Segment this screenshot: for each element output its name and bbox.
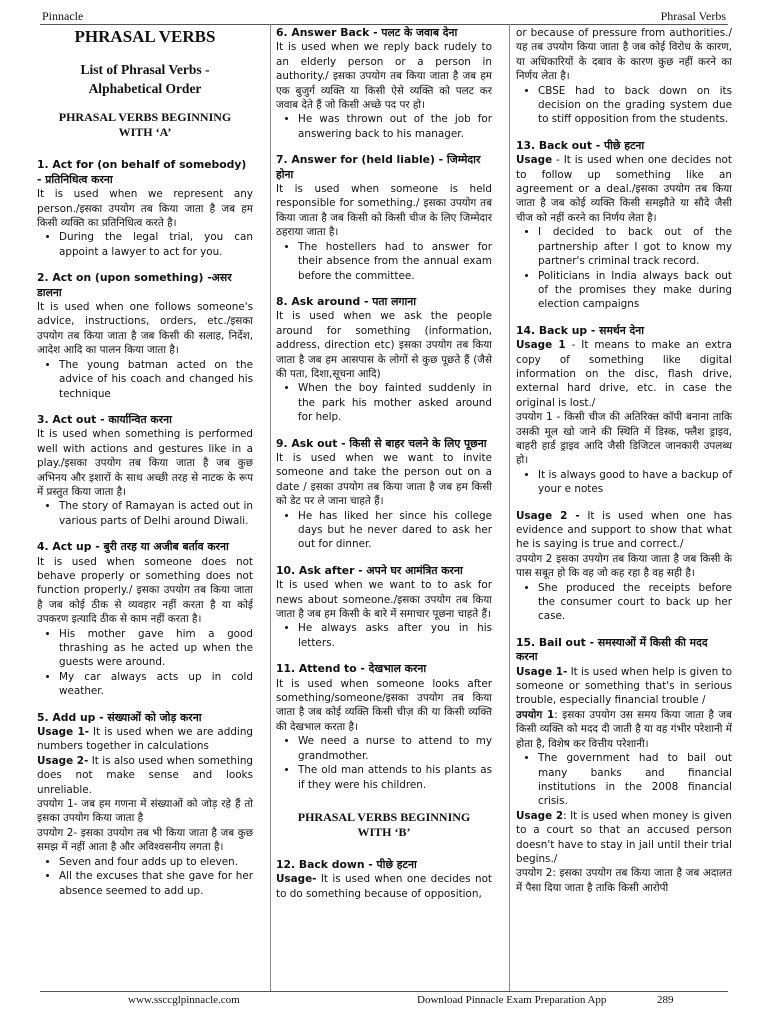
example-item: • She produced the receipts before the consumer court to back up her case. <box>538 581 732 624</box>
hindi-usage-1: उपयोग 1 - किसी चीज की अतिरिक्त कॉपी बनाना ताकि उसकी मूल खो जाने की स्थिति में डिस्क, फ्लैश ड्राइव, बाहरी हार्ड ड्राइव आदि जैसी डिजिटल जानकारी उपलब्ध हो। <box>516 411 732 467</box>
usage-text: - It is used when one decides not to follow up something like an agreement or a deal./इसका उपयोग तब किया जाता है जब कोई व्यक्ति किसी समझौते या सौदे जैसी चीज को नहीं करने का निर्णय लेता है। <box>516 154 732 224</box>
example-item: • His mother gave him a good thrashing as he acted up when the guests were around. <box>59 627 253 670</box>
example-item: • My car always acts up in cold weather. <box>59 670 253 699</box>
usage-1 <box>516 665 732 708</box>
entry-text: It is used when someone looks after something/someone/इसका उपयोग तब किया जाता है जब कोई व्यक्ति किसी चीज़ की या किसी व्यक्ति की देखभाल करता है। <box>276 677 492 733</box>
entry-add-up <box>37 711 253 898</box>
entry-title: 14. Back up - समर्थन देना <box>516 323 645 337</box>
entry-act-up <box>37 540 253 698</box>
example-item: • He has liked her since his college days but he never dared to ask her out for dinner. <box>298 509 492 552</box>
hindi-usage-2: उपयोग 2- इसका उपयोग तब भी किया जाता है जब कुछ समझ में नहीं आता है और अविश्वसनीय लगता है। <box>37 826 253 854</box>
entry-text: It is used when we want to to ask for news about someone./इसका उपयोग तब किया जाता है जब हम किसी के बारे में समाचार पूछना चाहते हैं। <box>276 579 492 621</box>
column-divider <box>270 24 271 991</box>
entry-back-up <box>516 324 732 624</box>
usage-label: उपयोग 1 <box>516 708 555 721</box>
entry-act-on <box>37 271 253 401</box>
usage-text: : इसका उपयोग उस समय किया जाता है जब किसी व्यक्ति को मदद दी जाती है या वह गंभीर परेशानी में होता है, विशेष कर वित्तीय परेशानी। <box>516 708 732 750</box>
entry-act-out <box>37 413 253 528</box>
subtitle <box>37 60 253 98</box>
usage-label: Usage 2- <box>37 754 89 767</box>
entry-text: It is used when someone does not behave properly or something does not function properly./ इसका उपयोग तब किया जाता है जब कोई ठीक से व्यवहार नहीं करता है या कोई उपकरण इत्यादि ठीक से काम नहीं करता है। <box>37 555 253 626</box>
section-heading-line-1: PHRASAL VERBS BEGINNING <box>297 809 471 824</box>
column-divider <box>509 24 510 991</box>
example-item: • Politicians in India always back out of the promises they make during election campaigns <box>538 269 732 312</box>
usage-2 <box>516 809 732 867</box>
example-item: • We need a nurse to attend to my grandmother. <box>298 734 492 763</box>
usage-2 <box>516 509 732 552</box>
usage-label: Usage 1 <box>516 339 566 352</box>
section-heading-b <box>276 810 492 840</box>
example-item: • I decided to back out of the partnership after I got to know my partner's criminal track record. <box>538 225 732 268</box>
header-brand: Pinnacle <box>42 9 84 23</box>
usage-1 <box>516 338 732 410</box>
hindi-usage-2: उपयोग 2 इसका उपयोग तब किया जाता है जब किसी के पास सबूत हो कि वह जो कह रहा है वह सही है। <box>516 552 732 580</box>
page-title: PHRASAL VERBS <box>74 27 216 46</box>
entry-back-down-continued <box>516 26 732 127</box>
entry-back-down <box>276 858 492 901</box>
usage-text: It is used when help is given to someone or something that's in serious trouble, especially financial trouble / <box>516 665 732 707</box>
usage-text: : It is used when money is given to a court so that an accused person doesn't have to stay in jail until their trial begins./ <box>516 809 732 865</box>
entry-ask-after <box>276 564 492 650</box>
column-2 <box>276 26 492 913</box>
example-item: • When the boy fainted suddenly in the park his mother asked around for help. <box>298 381 492 424</box>
usage-text: It is used when one decides not to do something because of opposition, <box>276 873 492 900</box>
entry-answer-back <box>276 26 492 141</box>
example-item: • Seven and four adds up to eleven. <box>59 855 253 869</box>
usage-text: It is used when we are adding numbers together in calculations <box>37 726 254 753</box>
section-heading-a <box>37 110 253 140</box>
entry-title: 9. Ask out - किसी से बाहर चलने के लिए पूछना <box>276 436 487 450</box>
entry-title: 6. Answer Back - पलट के जवाब देना <box>276 26 458 39</box>
example-item: • All the excuses that she gave for her absence seemed to add up. <box>59 869 253 898</box>
entry-text: or because of pressure from authorities./यह तब उपयोग किया जाता है जब कोई विरोध के कारण, या अधिकारियों के दबाव के कारण कुछ नहीं करने का निर्णय लेता है। <box>516 27 732 83</box>
subtitle-line-2: Alphabetical Order <box>88 81 202 97</box>
entry-text: It is used when someone is held responsible for something./ इसका उपयोग तब किया जाता है जब किसी को किसी चीज के लिए जिम्मेदार ठहराया जाता है। <box>276 183 492 239</box>
usage-text: It is used when one has evidence and support to show that what he is saying is true and correct./ <box>516 509 732 551</box>
entry-ask-out <box>276 437 492 552</box>
hindi-usage-1: उपयोग 1- जब हम गणना में संख्याओं को जोड़ रहे हैं तो इसका उपयोग किया जाता है <box>37 798 253 825</box>
usage-1 <box>37 725 253 754</box>
footer-app-promo: Download Pinnacle Exam Preparation App <box>417 994 607 1006</box>
example-item: • CBSE had to back down on its decision on the grading system due to stiff opposition from the students. <box>538 84 732 127</box>
entry-title: 1. Act for (on behalf of somebody) - प्रतिनिधित्व करना <box>37 158 247 186</box>
example-item: • The young batman acted on the advice of his coach and changed his technique <box>59 358 253 401</box>
entry-attend-to <box>276 662 492 792</box>
usage-label: Usage- <box>276 873 317 886</box>
entry-title: 2. Act on (upon something) -असर डालना <box>37 271 232 299</box>
entry-text: It is used when we want to invite someone and take the person out on a date / इसका उपयोग तब किया जाता है जब हम किसी को डेट पर ले जाना चाहते हैं। <box>276 451 492 508</box>
entry-title: 8. Ask around - पता लगाना <box>276 294 417 308</box>
entry-title: 11. Attend to - देखभाल करना <box>276 662 427 676</box>
section-heading-line-1: PHRASAL VERBS BEGINNING <box>58 110 232 125</box>
entry-text: It is used when we reply back rudely to an elderly person or a person in authority./ इसका उपयोग तब किया जाता है जब हम एक बुजुर्ग व्यक्ति या किसी ऐसे व्यक्ति को पलट कर जवाब देते हैं जो किसी अच्छे पद पर हो। <box>276 41 492 112</box>
entry-text <box>276 872 492 901</box>
entry-title: 3. Act out - कार्यान्वित करना <box>37 412 172 426</box>
example-item: • He always asks after you in his letters. <box>298 621 492 650</box>
entry-text: It is used when one follows someone's advice, instructions, orders, etc./इसका उपयोग तब किया जाता है जब किसी की सलाह, निर्देश, आदेश आदि का पालन किया जाता है। <box>37 301 253 357</box>
entry-title: 15. Bail out - समस्याओं में किसी की मदद करना <box>516 635 708 664</box>
usage-label: Usage <box>516 154 553 167</box>
entry-text: It is used when something is performed well with actions and gestures like in a play./इसका उपयोग तब किया जाता है जब कुछ अभिनय और इशारों के साथ अच्छी तरह से नाटक के रूप में प्रस्तुत किया जाता है। <box>37 428 253 498</box>
column-1 <box>37 26 253 910</box>
page-footer <box>40 991 728 1006</box>
entry-text: It is used when we ask the people around for something (information, address, direction etc) इसका उपयोग तब किया जाता है जब हम आसपास के लोगों से कुछ पूछते हैं (जैसे की पता, दिशा,सूचना आदि) <box>276 310 492 380</box>
entry-title: 13. Back out - पीछे हटना <box>516 138 645 152</box>
example-item: • The old man attends to his plants as if they were his children. <box>298 763 492 792</box>
subtitle-line-1: List of Phrasal Verbs - <box>80 62 210 78</box>
header-topic: Phrasal Verbs <box>660 9 726 23</box>
hindi-usage-1 <box>516 708 732 751</box>
example-item: • The hostellers had to answer for their absence from the annual exam before the committee. <box>298 240 492 283</box>
entry-text: It is used when we represent any person./इसका उपयोग तब किया जाता है जब हम किसी व्यक्ति का प्रतिनिधित्व करते है। <box>37 188 253 230</box>
entry-answer-for <box>276 153 492 283</box>
hindi-usage-2: उपयोग 2: इसका उपयोग तब किया जाता है जब अदालत में पैसा दिया जाता है ताकि किसी आरोपी <box>516 867 732 894</box>
example-item: • It is always good to have a backup of your e notes <box>538 468 732 497</box>
entry-text <box>516 153 732 225</box>
entry-back-out <box>516 139 732 312</box>
example-item: • The government had to bail out many banks and financial institutions in the 2008 financial crisis. <box>538 751 732 809</box>
footer-url[interactable]: www.ssccglpinnacle.com <box>128 994 240 1006</box>
entry-title: 4. Act up - बुरी तरह या अजीब बर्ताव करना <box>37 540 229 554</box>
entry-title: 7. Answer for (held liable) - जिम्मेदार होना <box>276 153 481 181</box>
usage-label: Usage 1- <box>516 665 568 678</box>
entry-ask-around <box>276 295 492 425</box>
example-item: • During the legal trial, you can appoint a lawyer to act for you. <box>59 230 253 259</box>
section-heading-line-2: WITH ‘A’ <box>118 125 172 140</box>
usage-label: Usage 2 <box>516 809 564 822</box>
example-item: • He was thrown out of the job for answering back to his manager. <box>298 112 492 141</box>
usage-label: Usage 1- <box>37 726 90 739</box>
usage-text: - It means to make an extra copy of something like digital information on the disc, flash drive, external hard drive, etc. in case the original is lost./ <box>516 339 733 409</box>
entry-title: 12. Back down - पीछे हटना <box>276 857 417 871</box>
column-3 <box>516 26 732 907</box>
usage-label: Usage 2 - <box>516 509 580 522</box>
entry-bail-out <box>516 636 732 895</box>
usage-text: It is also used when something does not make sense and looks unreliable. <box>37 754 254 796</box>
page-header <box>40 0 728 25</box>
entry-title: 10. Ask after - अपने घर आमंत्रित करना <box>276 563 463 577</box>
entry-act-for <box>37 158 253 259</box>
example-item: • The story of Ramayan is acted out in various parts of Delhi around Diwali. <box>59 499 253 528</box>
usage-2 <box>37 754 253 797</box>
page-number: 289 <box>657 994 674 1006</box>
entry-title: 5. Add up - संख्याओं को जोड़ करना <box>37 710 202 724</box>
section-heading-line-2: WITH ‘B’ <box>357 824 411 839</box>
